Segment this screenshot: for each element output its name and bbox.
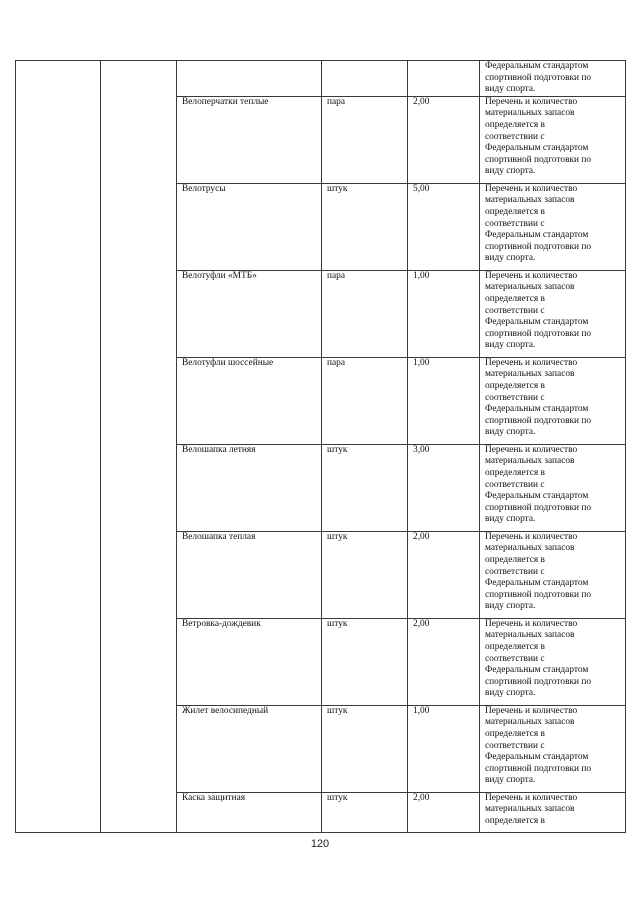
note-line: виду спорта.	[485, 166, 536, 177]
note-line: виду спорта.	[485, 84, 536, 95]
note-line: определяется в	[485, 380, 545, 391]
note-line: соответствии с	[485, 305, 545, 316]
unit-cell: пара	[322, 270, 408, 357]
equipment-table-body	[16, 61, 626, 833]
note-line: Федеральным стандартом	[485, 143, 589, 154]
note-line: соответствии с	[485, 392, 545, 403]
note-line: Федеральным стандартом	[485, 491, 589, 502]
note-line: Федеральным стандартом	[485, 230, 589, 241]
quantity-cell: 2,00	[408, 96, 480, 183]
note-line: материальных запасов	[485, 282, 575, 293]
note-line: спортивной подготовки по	[485, 502, 592, 513]
merged-empty-cell-2	[101, 61, 177, 833]
note-line: спортивной подготовки по	[485, 154, 592, 165]
unit-cell: штук	[322, 792, 408, 832]
note-cell	[480, 96, 626, 183]
quantity-cell	[408, 61, 480, 97]
note-line: виду спорта.	[485, 340, 536, 351]
note-line: материальных запасов	[485, 108, 575, 119]
note-line: спортивной подготовки по	[485, 415, 592, 426]
note-line: виду спорта.	[485, 601, 536, 612]
note-line: Перечень и количество	[485, 618, 578, 629]
note-line: соответствии с	[485, 479, 545, 490]
note-line: материальных запасов	[485, 369, 575, 380]
note-line: определяется в	[485, 206, 545, 217]
item-name-cell: Жилет велосипедный	[177, 705, 322, 792]
page-number: 120	[310, 838, 330, 850]
note-cell	[480, 531, 626, 618]
item-name-cell	[177, 61, 322, 97]
note-line: Федеральным стандартом	[485, 61, 589, 71]
note-line: Федеральным стандартом	[485, 578, 589, 589]
merged-empty-cell-1	[16, 61, 101, 833]
note-cell	[480, 792, 626, 832]
note-line: спортивной подготовки по	[485, 72, 592, 83]
quantity-cell: 2,00	[408, 792, 480, 832]
note-line: Перечень и количество	[485, 792, 578, 803]
note-line: определяется в	[485, 815, 545, 826]
unit-cell: штук	[322, 444, 408, 531]
note-cell	[480, 61, 626, 97]
note-line: виду спорта.	[485, 427, 536, 438]
note-line: определяется в	[485, 119, 545, 130]
note-line: виду спорта.	[485, 253, 536, 264]
quantity-cell: 1,00	[408, 357, 480, 444]
note-line: виду спорта.	[485, 688, 536, 699]
note-line: определяется в	[485, 728, 545, 739]
note-line: Перечень и количество	[485, 444, 578, 455]
note-cell	[480, 357, 626, 444]
note-line: Перечень и количество	[485, 270, 578, 281]
note-line: определяется в	[485, 641, 545, 652]
note-line: Федеральным стандартом	[485, 317, 589, 328]
note-line: соответствии с	[485, 566, 545, 577]
unit-cell: штук	[322, 705, 408, 792]
note-line: Федеральным стандартом	[485, 665, 589, 676]
quantity-cell: 3,00	[408, 444, 480, 531]
note-line: соответствии с	[485, 740, 545, 751]
note-line: Перечень и количество	[485, 357, 578, 368]
note-line: соответствии с	[485, 653, 545, 664]
item-name-cell: Каска защитная	[177, 792, 322, 832]
note-cell	[480, 183, 626, 270]
item-name-cell: Велотуфли «МТБ»	[177, 270, 322, 357]
item-name-cell: Велошапка летняя	[177, 444, 322, 531]
note-line: виду спорта.	[485, 514, 536, 525]
note-line: Федеральным стандартом	[485, 752, 589, 763]
note-cell	[480, 705, 626, 792]
quantity-cell: 1,00	[408, 270, 480, 357]
note-line: материальных запасов	[485, 717, 575, 728]
note-cell	[480, 444, 626, 531]
note-line: спортивной подготовки по	[485, 763, 592, 774]
note-line: материальных запасов	[485, 195, 575, 206]
unit-cell: пара	[322, 357, 408, 444]
note-line: Перечень и количество	[485, 183, 578, 194]
note-line: спортивной подготовки по	[485, 241, 592, 252]
quantity-cell: 5,00	[408, 183, 480, 270]
item-name-cell: Велоперчатки теплые	[177, 96, 322, 183]
note-line: спортивной подготовки по	[485, 589, 592, 600]
note-line: спортивной подготовки по	[485, 676, 592, 687]
unit-cell: штук	[322, 531, 408, 618]
quantity-cell: 2,00	[408, 531, 480, 618]
quantity-cell: 2,00	[408, 618, 480, 705]
equipment-table	[15, 60, 626, 833]
item-name-cell: Велотрусы	[177, 183, 322, 270]
unit-cell: штук	[322, 618, 408, 705]
note-line: определяется в	[485, 467, 545, 478]
item-name-cell: Ветровка-дождевик	[177, 618, 322, 705]
quantity-cell: 1,00	[408, 705, 480, 792]
note-line: материальных запасов	[485, 456, 575, 467]
note-line: определяется в	[485, 554, 545, 565]
note-line: Федеральным стандартом	[485, 404, 589, 415]
note-line: Перечень и количество	[485, 705, 578, 716]
note-line: соответствии с	[485, 218, 545, 229]
note-line: Перечень и количество	[485, 96, 578, 107]
item-name-cell: Велотуфли шоссейные	[177, 357, 322, 444]
note-line: спортивной подготовки по	[485, 328, 592, 339]
unit-cell: штук	[322, 183, 408, 270]
note-line: материальных запасов	[485, 630, 575, 641]
item-name-cell: Велошапка теплая	[177, 531, 322, 618]
note-line: определяется в	[485, 293, 545, 304]
note-line: материальных запасов	[485, 804, 575, 815]
note-line: материальных запасов	[485, 543, 575, 554]
note-line: соответствии с	[485, 131, 545, 142]
table-row	[16, 61, 626, 97]
note-line: виду спорта.	[485, 775, 536, 786]
unit-cell: пара	[322, 96, 408, 183]
note-line: Перечень и количество	[485, 531, 578, 542]
unit-cell	[322, 61, 408, 97]
note-cell	[480, 618, 626, 705]
note-cell	[480, 270, 626, 357]
